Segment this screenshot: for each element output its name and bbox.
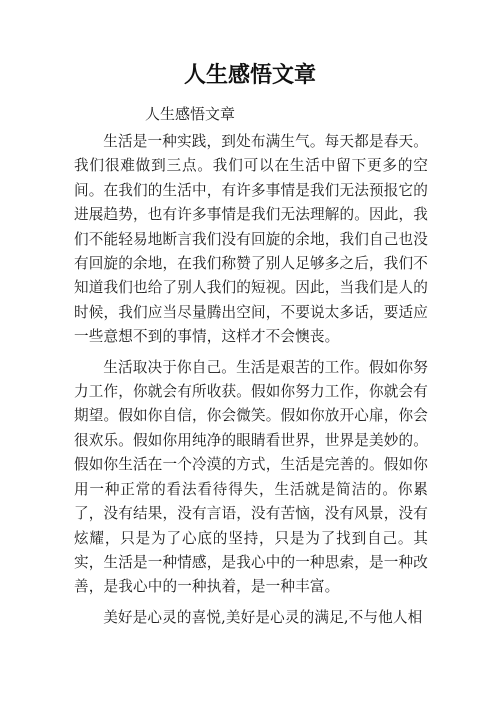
paragraph-1: 生活是一种实践，到处布满生气。每天都是春天。我们很难做到三点。我们可以在生活中留下更多的空间。在我们的生活中，有许多事情是我们无法预报它的进展趋势，也有许多事情是我们无法理解的。因此，我们不能轻易地断言我们没有回旋的余地，我们自己也没有回旋的余地，在我们称赞了别人足够多之后，我们不知道我们也给了别人我们的短视。因此，当我们是人的时候，我们应当尽量腾出空间，不要说太多话，要适应一些意想不到的事情，这样才不会懊丧。	[74, 133, 428, 346]
document-body	[74, 130, 428, 636]
paragraph-2: 生活取决于你自己。生活是艰苦的工作。假如你努力工作，你就会有所收获。假如你努力工作，你就会有期望。假如你自信，你会微笑。假如你放开心扉，你会很欢乐。假如你用纯净的眼睛看世界，世界是美妙的。假如你生活在一个冷漠的方式，生活是完善的。假如你用一种正常的看法看待得失，生活就是简洁的。你累了，没有结果，没有言语，没有苦恼，没有风景，没有炫耀，只是为了心底的坚持，只是为了找到自己。其实，生活是一种情感，是我心中的一种思索，是一种改善，是我心中的一种执着，是一种丰富。	[74, 358, 428, 596]
document-subtitle: 人生感悟文章	[145, 105, 236, 123]
document-title: 人生感悟文章	[183, 63, 316, 88]
paragraph-3: 美好是心灵的喜悦,美好是心灵的满足,不与他人相	[103, 608, 423, 626]
